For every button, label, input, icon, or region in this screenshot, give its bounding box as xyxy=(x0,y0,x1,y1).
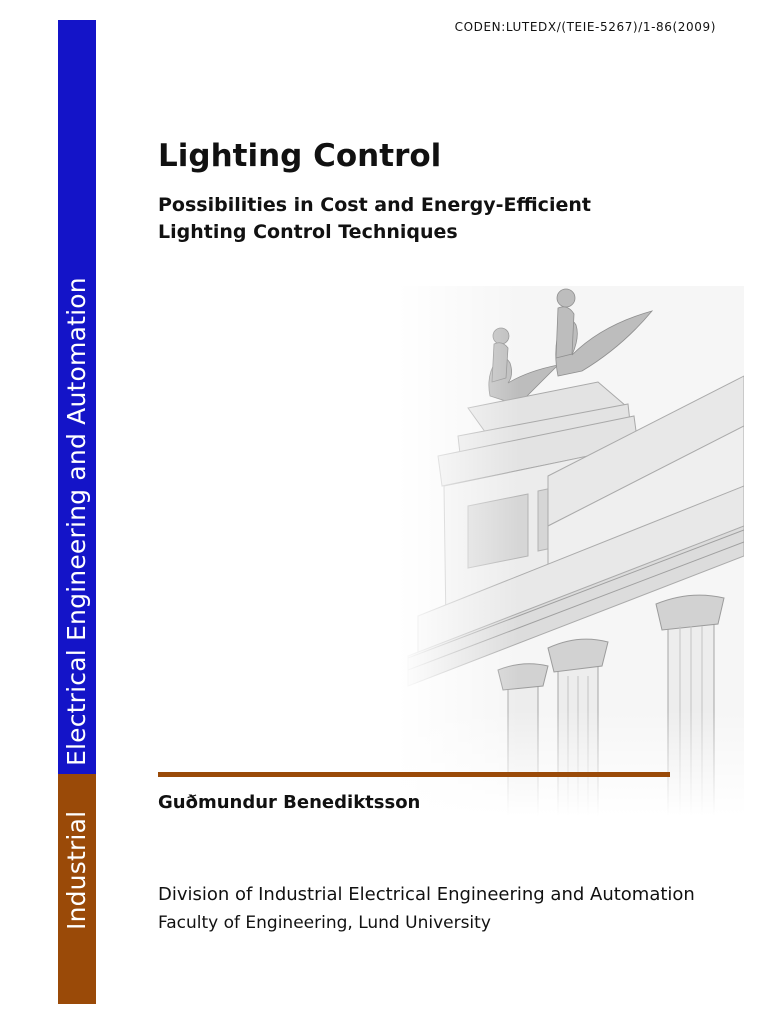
horizontal-rule xyxy=(158,772,670,777)
affiliation-division: Division of Industrial Electrical Engineering and Automation xyxy=(158,884,695,905)
coden-reference: CODEN:LUTEDX/(TEIE-5267)/1-86(2009) xyxy=(454,20,716,34)
building-illustration xyxy=(398,286,744,816)
subtitle-line-2: Lighting Control Techniques xyxy=(158,221,458,243)
document-subtitle xyxy=(158,192,618,246)
author-name: Guðmundur Benediktsson xyxy=(158,792,421,813)
sidebar-label-upper: Electrical Engineering and Automation xyxy=(62,277,91,766)
affiliation-block xyxy=(158,880,695,938)
affiliation-faculty: Faculty of Engineering, Lund University xyxy=(158,913,491,933)
subtitle-line-1: Possibilities in Cost and Energy-Efficient xyxy=(158,194,591,216)
sidebar-label-lower: Industrial xyxy=(62,810,91,930)
document-title: Lighting Control xyxy=(158,138,442,174)
